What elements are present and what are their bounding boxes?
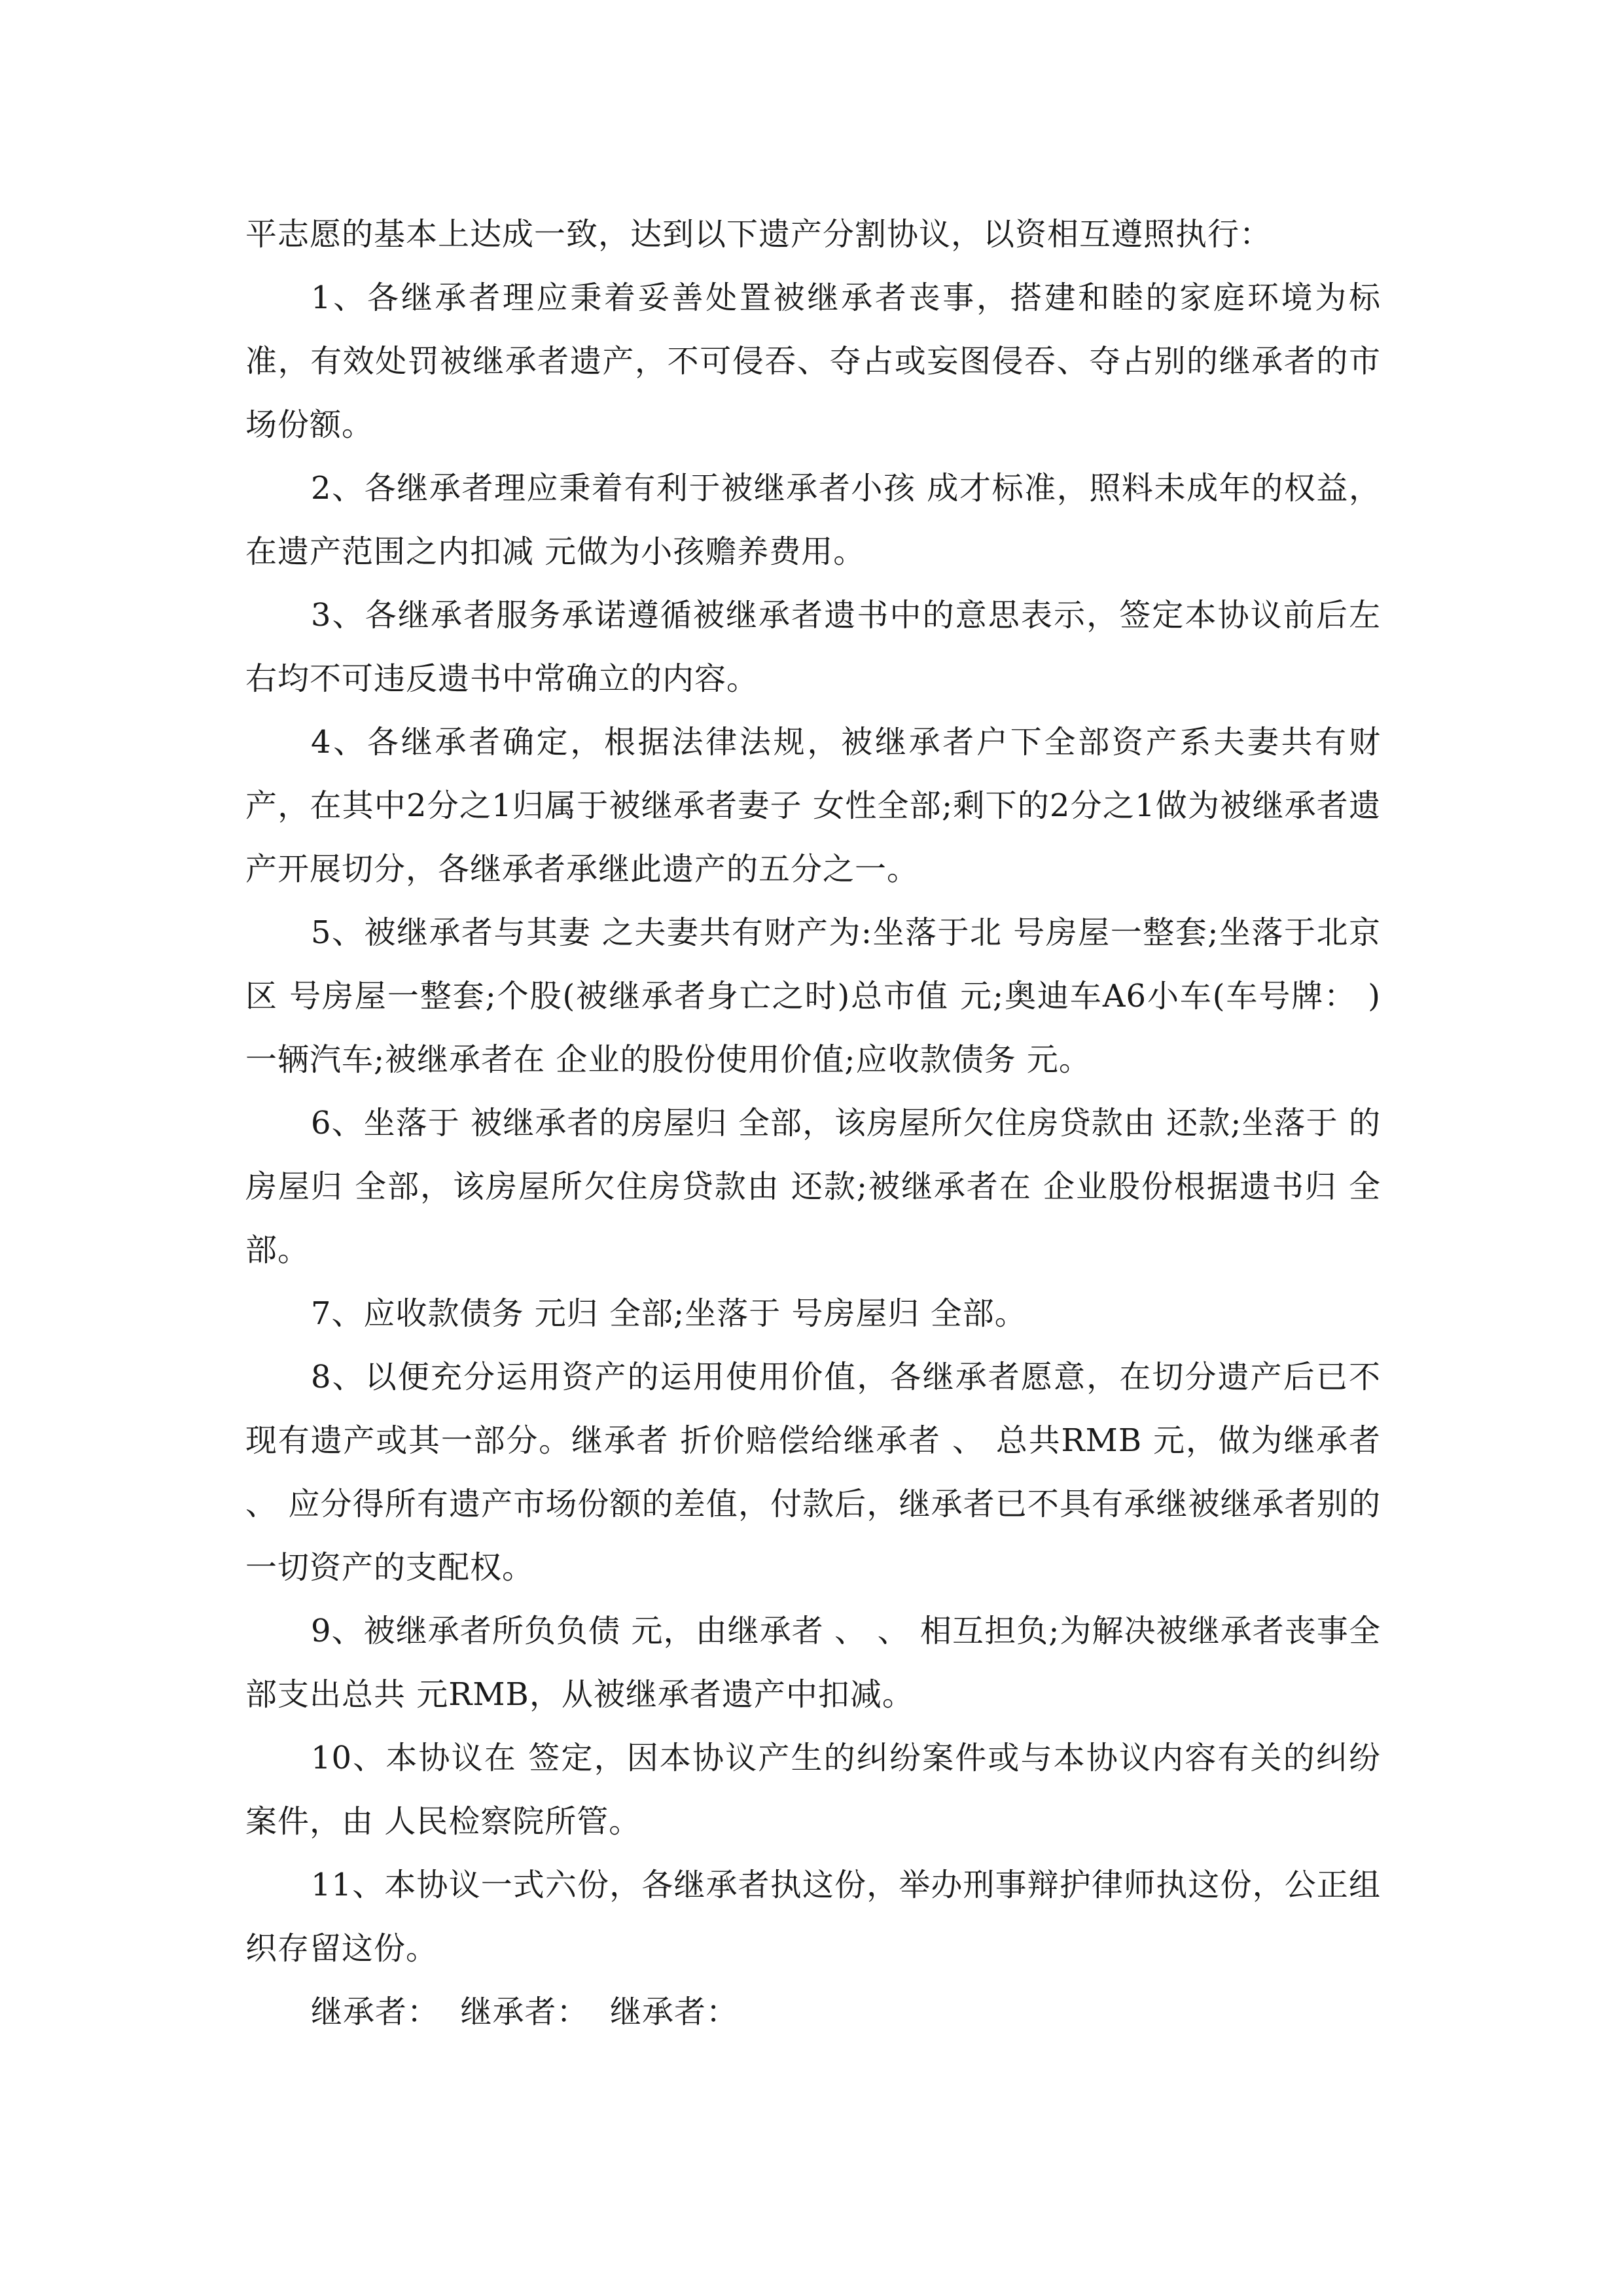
paragraph-clause-7: 7、应收款债务 元归 全部;坐落于 号房屋归 全部。 xyxy=(311,1295,1027,1332)
document-body xyxy=(245,203,1381,2044)
paragraph-clause-10: 10、本协议在 签定，因本协议产生的纠纷案件或与本协议内容有关的纠纷案件，由 人民检察院所管。 xyxy=(245,1740,1381,1840)
paragraph-clause-2: 2、各继承者理应秉着有利于被继承者小孩 成才标准，照料未成年的权益，在遗产范围之内扣减 元做为小孩赡养费用。 xyxy=(245,470,1381,570)
paragraph-clause-6: 6、坐落于 被继承者的房屋归 全部，该房屋所欠住房贷款由 还款;坐落于 的房屋归 全部，该房屋所欠住房贷款由 还款;被继承者在 企业股份根据遗书归 全部。 xyxy=(245,1105,1381,1268)
paragraph-clause-8: 8、以便充分运用资产的运用使用价值，各继承者愿意，在切分遗产后已不现有遗产或其一部分。继承者 折价赔偿给继承者 、 总共RMB 元，做为继承者 、 应分得所有遗产市场份额的差值，付款后，继承者已不具有承继被继承者别的一切资产的支配权。 xyxy=(245,1359,1381,1586)
paragraph-clause-5: 5、被继承者与其妻 之夫妻共有财产为:坐落于北 号房屋一整套;坐落于北京 区 号房屋一整套;个股(被继承者身亡之时)总市值 元;奥迪车A6小车(车号牌： )一辆汽车;被继承者在 企业的股份使用价值;应收款债务 元。 xyxy=(245,914,1381,1078)
paragraph-clause-9: 9、被继承者所负负债 元，由继承者 、 、 相互担负;为解决被继承者丧事全部支出总共 元RMB，从被继承者遗产中扣减。 xyxy=(245,1613,1381,1713)
paragraph-clause-4: 4、各继承者确定，根据法律法规，被继承者户下全部资产系夫妻共有财产，在其中2分之1归属于被继承者妻子 女性全部;剩下的2分之1做为被继承者遗产开展切分，各继承者承继此遗产的五分之一。 xyxy=(245,724,1381,888)
signature-line: 继承者： 继承者： 继承者： xyxy=(311,1994,739,2030)
paragraph-clause-1: 1、各继承者理应秉着妥善处置被继承者丧事，搭建和睦的家庭环境为标准，有效处罚被继承者遗产，不可侵吞、夺占或妄图侵吞、夺占别的继承者的市场份额。 xyxy=(245,279,1381,443)
paragraph-clause-11: 11、本协议一式六份，各继承者执这份，举办刑事辩护律师执这份，公正组织存留这份。 xyxy=(245,1867,1381,1967)
paragraph-clause-3: 3、各继承者服务承诺遵循被继承者遗书中的意思表示，签定本协议前后左右均不可违反遗书中常确立的内容。 xyxy=(245,597,1381,697)
paragraph-intro: 平志愿的基本上达成一致，达到以下遗产分割协议，以资相互遵照执行： xyxy=(245,216,1272,253)
